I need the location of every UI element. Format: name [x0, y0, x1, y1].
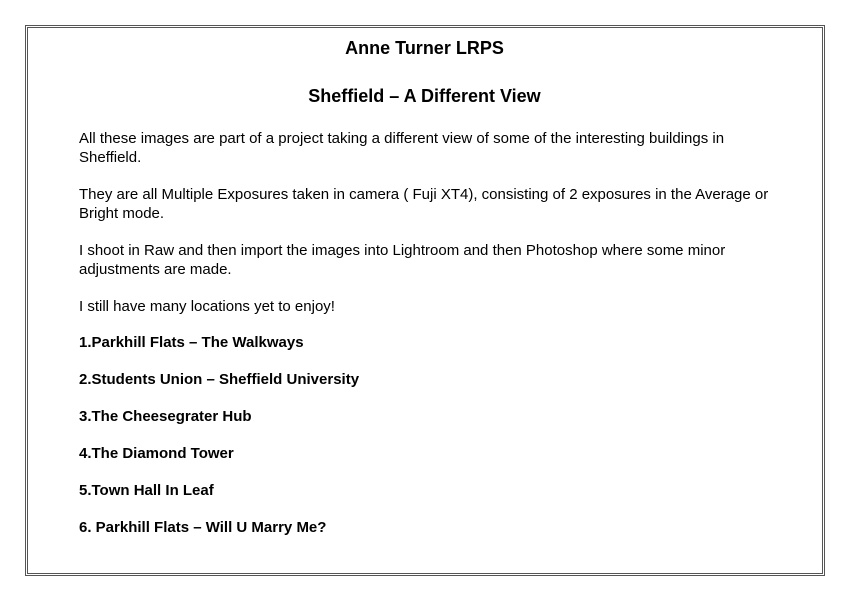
technique-paragraph: They are all Multiple Exposures taken in camera ( Fuji XT4), consisting of 2 exposures in the Average or Bright mode. — [79, 186, 769, 222]
image-list-item: 5.Town Hall In Leaf — [79, 482, 214, 499]
image-list-item: 3.The Cheesegrater Hub — [79, 408, 252, 425]
intro-paragraph: All these images are part of a project taking a different view of some of the interesting buildings in Sheffield. — [79, 130, 725, 166]
page-title: Sheffield – A Different View — [308, 86, 541, 106]
processing-paragraph: I shoot in Raw and then import the images into Lightroom and then Photoshop where some minor adjustments are made. — [79, 242, 726, 278]
image-list-item: 6. Parkhill Flats – Will U Marry Me? — [79, 519, 327, 536]
author-name: Anne Turner LRPS — [345, 38, 504, 58]
image-list-item: 4.The Diamond Tower — [79, 445, 234, 462]
image-list-item: 2.Students Union – Sheffield University — [79, 371, 360, 388]
image-list-item: 1.Parkhill Flats – The Walkways — [79, 334, 304, 351]
closing-paragraph: I still have many locations yet to enjoy! — [79, 298, 335, 315]
